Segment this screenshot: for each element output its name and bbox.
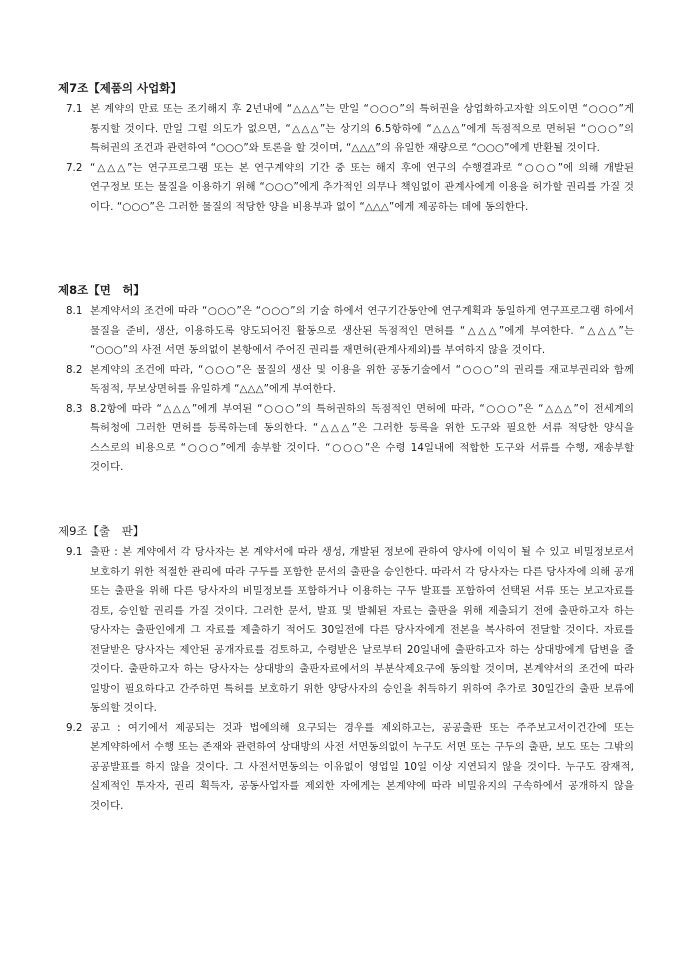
article-8-license	[58, 282, 634, 478]
clause-number: 9.1	[66, 546, 83, 558]
clause-9-1	[58, 543, 634, 719]
article-7-commercialization	[58, 80, 634, 217]
clause-number: 8.2	[66, 363, 83, 376]
clause-7-2	[58, 159, 634, 218]
clause-8-1	[58, 302, 634, 361]
clause-number: 7.2	[66, 161, 83, 174]
clause-8-2	[58, 361, 634, 400]
clause-text: “△△△”는 연구프로그램 또는 본 연구계약의 기간 중 또는 해지 후에 연구의 수행결과로 “○○○”에 의해 개발된 연구정보 또는 물질을 이용하기 위해 “○○○”에게 추가적인 의무나 책임없이 관계사에게 이용을 허가할 권리를 가질 것 이다. “○○○”은 그러한 물질의 적당한 양을 비용부과 없이 “△△△”에게 제공하는 데에 동의한다.	[90, 161, 634, 213]
clause-number: 8.1	[66, 305, 83, 317]
article-7-heading: 제7조【제품의 사업화】	[58, 81, 182, 95]
clause-text: 공고 : 여기에서 제공되는 것과 법에의해 요구되는 경우를 제외하고는, 공공출판 또는 주주보고서이건간에 또는 본계약하에서 수행 또는 존재와 관련하여 상대방의 사전 서면동의없이 누구도 서면 또는 구두의 출판, 보도 또는 그밖의 공공발표를 하지 않을 것이다. 그 사전서면동의는 이유없이 영업일 10일 이상 지연되지 않을 것이다. 누구도 잠재적, 실제적인 투자자, 권리 획득자, 공동사업자를 제외한 자에게는 본계약에 따라 비밀유지의 구속하에서 공개하지 않을 것이다.	[90, 721, 634, 812]
clause-text: 출판 : 본 계약에서 각 당사자는 본 계약서에 따라 생성, 개발된 정보에 관하여 양사에 이익이 될 수 있고 비밀정보로서 보호하기 위한 적절한 관리에 따라 구두를 포함한 문서의 출판을 승인한다. 따라서 각 당사자는 다른 당사자에 의해 공개 또는 출판을 위해 다른 당사자의 비밀정보를 포함하거나 이용하는 구두 발표를 포함하여 선택된 서류 또는 보고자료를 검토, 승인할 권리를 가질 것이다. 그러한 문서, 발표 및 발췌된 자료는 출판을 위해 제출되기 전에 출판하고자 하는 당사자는 출판인에게 그 자료를 제출하기 적어도 30일전에 다른 당사자에게 전본을 복사하여 전달할 것이다. 자료를 전달받은 당사자는 제안된 공개자료를 검토하고, 수령받은 날로부터 20일내에 출판하고자 하는 상대방에게 답변을 줄 것이다. 출판하고자 하는 당사자는 상대방의 출판자료에서의 부분삭제요구에 동의할 것이며, 본계약서의 조건에 따라 일방이 필요하다고 간주하면 특허를 보호하기 위한 양당사자의 승인을 취득하기 위하여 추가로 30일간의 출판 보류에 동의할 것이다.	[90, 546, 634, 714]
clause-number: 9.2	[66, 721, 83, 734]
clause-9-2	[58, 719, 634, 817]
clause-text: 본계약의 조건에 따라, “○○○”은 물질의 생산 및 이용을 위한 공동기술에서 “○○○”의 권리를 재교부권리와 함께 독점적, 무보상면허를 유일하게 “△△△”에게 부여한다.	[90, 363, 634, 395]
clause-7-1	[58, 100, 634, 159]
clause-text: 8.2항에 따라 “△△△”에게 부여된 “○○○”의 특허권하의 독점적인 면허에 따라, “○○○”은 “△△△”이 전세계의 특허청에 그러한 면허를 등록하는데 동의한다. “△△△”은 그러한 등록을 위한 도구와 필요한 서류 적당한 양식을 스스로의 비용으로 “○○○”에게 송부할 것이다. “○○○”은 수령 14일내에 적합한 도구와 서류를 수행, 재송부할 것이다.	[90, 402, 634, 473]
clause-text: 본 계약의 만료 또는 조기해지 후 2년내에 “△△△”는 만일 “○○○”의 특허권을 상업화하고자할 의도이면 “○○○”게 통지할 것이다. 만일 그럴 의도가 없으면, “△△△”는 상기의 6.5항하에 “△△△”에게 독점적으로 면허된 “○○○”의 특허권의 조건과 관련하여 “○○○”와 토론을 할 것이며, “△△△”의 유일한 재량으로 “○○○”에게 반환될 것이다.	[90, 103, 634, 154]
clause-number: 7.1	[66, 103, 83, 115]
clause-number: 8.3	[66, 402, 83, 415]
article-8-heading: 제8조【면 허】	[58, 283, 145, 297]
article-9-publication	[58, 523, 634, 816]
clause-8-3	[58, 400, 634, 478]
clause-text: 본계약서의 조건에 따라 “○○○”은 “○○○”의 기술 하에서 연구기간동안에 연구계획과 동일하게 연구프로그램 하에서 물질을 준비, 생산, 이용하도록 양도되어진 활동으로 생산된 독점적인 면허를 “△△△”에게 부여한다. “△△△”는 “○○○”의 사전 서면 동의없이 본항에서 주어진 권리를 재면허(관계사제외)를 부여하지 않을 것이다.	[90, 305, 634, 356]
article-9-heading: 제9조【출 판】	[58, 524, 145, 538]
